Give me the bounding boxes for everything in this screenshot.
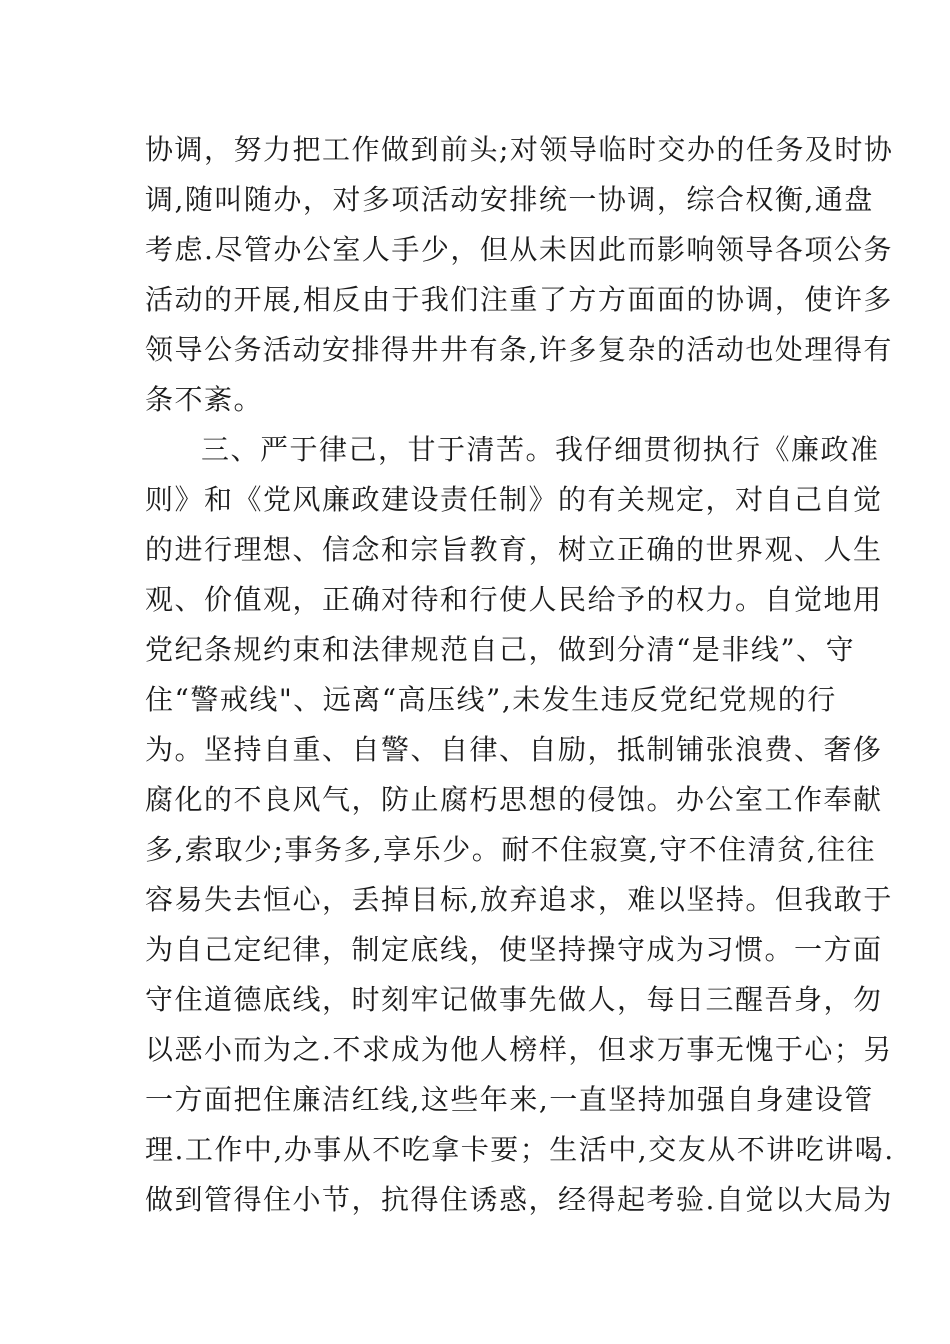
text-line: 为。坚持自重、自警、自律、自励，抵制铺张浪费、奢侈 (145, 733, 883, 766)
section-heading-line: 三、严于律己，甘于清苦。我仔细贯彻执行《廉政准 (201, 433, 880, 466)
text-line: 多,索取少;事务多,享乐少。耐不住寂寞,守不住清贫,往往 (145, 833, 877, 866)
text-line: 腐化的不良风气，防止腐朽思想的侵蚀。办公室工作奉献 (145, 783, 883, 816)
text-line: 党纪条规约束和法律规范自己，做到分清“是非线”、守 (145, 633, 856, 666)
text-line: 条不紊。 (145, 383, 264, 416)
text-line: 考虑.尽管办公室人手少，但从未因此而影响领导各项公务 (145, 233, 893, 266)
text-line: 观、价值观，正确对待和行使人民给予的权力。自觉地用 (145, 583, 883, 616)
text-line: 协调，努力把工作做到前头;对领导临时交办的任务及时协 (145, 133, 894, 166)
text-line: 做到管得住小节，抗得住诱惑，经得起考验.自觉以大局为 (145, 1183, 893, 1216)
text-line: 领导公务活动安排得井井有条,许多复杂的活动也处理得有 (145, 333, 893, 366)
text-line: 一方面把住廉洁红线,这些年来,一直坚持加强自身建设管 (145, 1083, 874, 1116)
text-line: 住“警戒线"、远离“高压线”,未发生违反党纪党规的行 (145, 683, 837, 716)
text-line: 守住道德底线，时刻牢记做事先做人，每日三醒吾身，勿 (145, 983, 883, 1016)
text-line: 容易失去恒心，丢掉目标,放弃追求，难以坚持。但我敢于 (145, 883, 893, 916)
text-line: 以恶小而为之.不求成为他人榜样，但求万事无愧于心；另 (145, 1033, 893, 1066)
text-line: 活动的开展,相反由于我们注重了方方面面的协调，使许多 (145, 283, 893, 316)
text-line: 为自己定纪律，制定底线，使坚持操守成为习惯。一方面 (145, 933, 883, 966)
text-line: 则》和《党风廉政建设责任制》的有关规定，对自己自觉 (145, 483, 883, 516)
text-line: 理.工作中,办事从不吃拿卡要；生活中,交友从不讲吃讲喝. (145, 1133, 895, 1166)
text-line: 的进行理想、信念和宗旨教育，树立正确的世界观、人生 (145, 533, 883, 566)
text-line: 调,随叫随办，对多项活动安排统一协调，综合权衡,通盘 (145, 183, 874, 216)
